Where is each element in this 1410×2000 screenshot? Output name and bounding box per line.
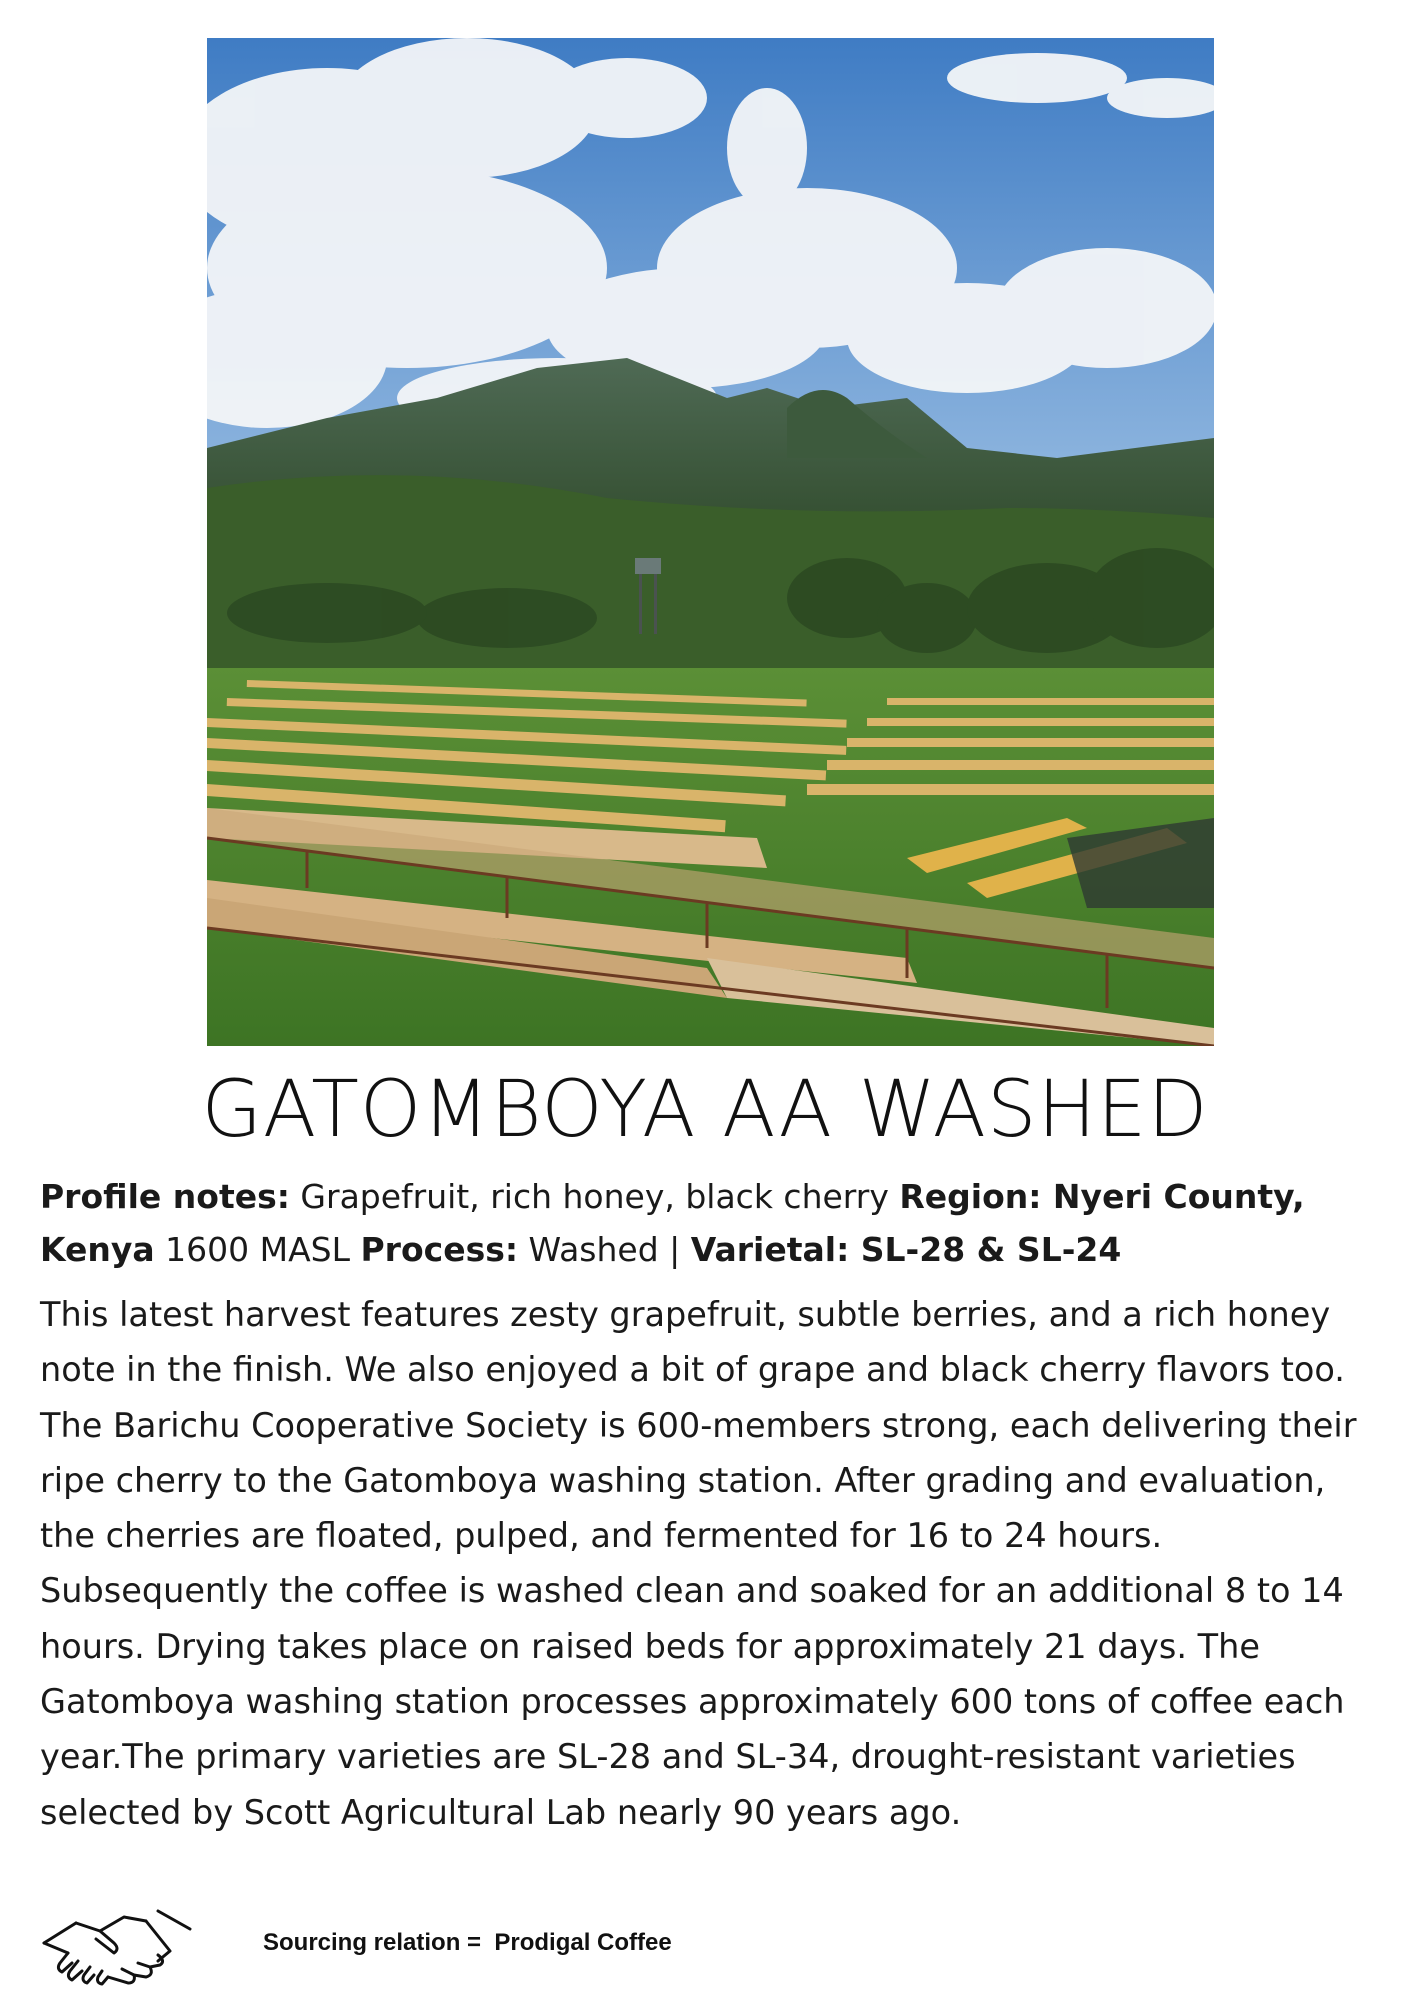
- profile-notes-label: Profile notes:: [40, 1177, 290, 1216]
- description-paragraph: This latest harvest features zesty grapefruit, subtle berries, and a rich honey note in the finish. We also enjoyed a bit of grape and black cherry flavors too. The Barichu Cooperative Society is 600-members strong, each delivering their ripe cherry to the Gatomboya washing station. After grading and evaluation, the cherries are floated, pulped, and fermented for 16 to 24 hours. Subsequently the coffee is washed clean and soaked for an additional 8 to 14 hours. Drying takes place on raised beds for approximately 21 days. The Gatomboya washing station processes approximately 600 tons of coffee each year.The primary varieties are SL-28 and SL-34, drought-resistant varieties selected by Scott Agricultural Lab nearly 90 years ago.: [40, 1295, 1357, 1832]
- process-value: Washed |: [518, 1230, 691, 1269]
- farm-photo: [207, 38, 1214, 1046]
- altitude-value: 1600 MASL: [154, 1230, 361, 1269]
- process-label: Process:: [360, 1230, 519, 1269]
- coffee-specs: [40, 1170, 1380, 1276]
- sourcing-relation: Sourcing relation = Prodigal Coffee: [263, 1929, 672, 1956]
- varietal-label: Varietal: SL-28 & SL-24: [690, 1230, 1122, 1269]
- page-title: GATOMBOYA AA WASHED: [201, 1065, 1209, 1155]
- handshake-icon: [38, 1893, 196, 1988]
- region-label: Region: Nyeri County, Kenya: [40, 1177, 1305, 1269]
- profile-notes-value: Grapefruit, rich honey, black cherry: [289, 1177, 900, 1216]
